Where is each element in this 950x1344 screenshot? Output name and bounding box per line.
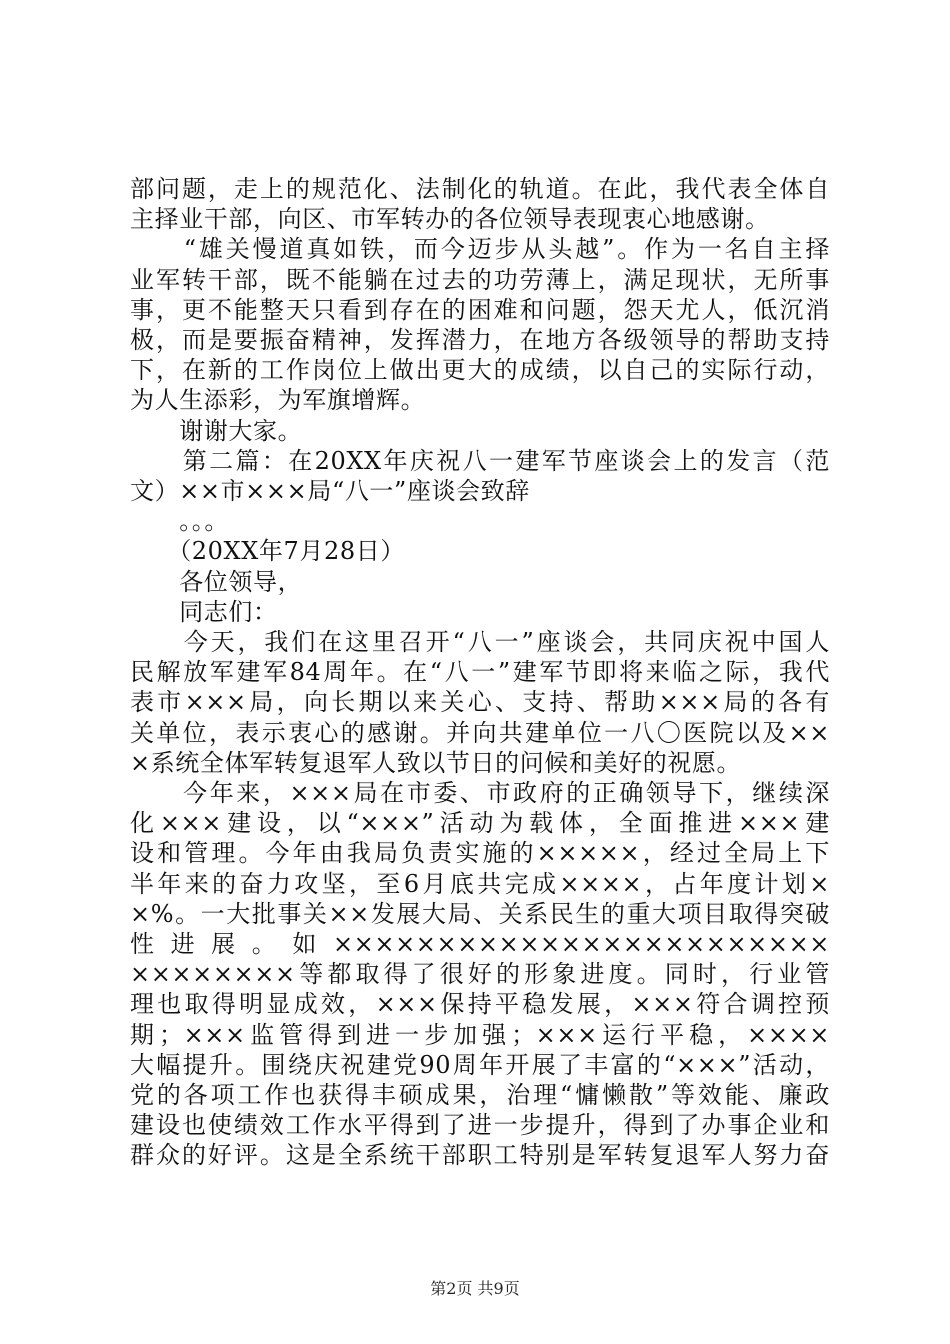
text-line: 为人生添彩，为军旗增辉。 (130, 386, 426, 415)
text-line: 主择业干部，向区、市军转办的各位领导表现衷心地感谢。 (130, 205, 770, 234)
text-line: 谢谢大家。 (130, 416, 303, 445)
text-line: 大幅提升。围绕庆祝建党90周年开展了丰富的“×××”活动， (130, 1050, 830, 1079)
salutation-line: 同志们： (130, 597, 278, 626)
text-line: 下，在新的工作岗位上做出更大的成绩，以自己的实际行动， (130, 356, 830, 385)
date-line: （20XX年7月28日） (130, 537, 405, 566)
text-line: 今年来，×××局在市委、市政府的正确领导下，继续深 (130, 779, 830, 807)
salutation-line: 各位领导， (130, 567, 303, 596)
text-line: 民解放军建军84周年。在“八一”建军节即将来临之际，我代 (130, 658, 830, 687)
text-line: “雄关慢道真如铁，而今迈步从头越”。作为一名自主择 (130, 235, 830, 264)
text-line: 事，更不能整天只看到存在的困难和问题，怨天尤人，低沉消 (130, 295, 830, 324)
text-line: 期；×××监管得到进一步加强；×××运行平稳，×××× (130, 1020, 830, 1049)
page-indicator: 第2页 共9页 (430, 1279, 520, 1298)
section-title-line: 文）××市×××局“八一”座谈会致辞 (130, 477, 530, 505)
text-line: 性进展。如×××××××××××××××××××××××× (130, 930, 830, 958)
text-line: 党的各项工作也获得丰硕成果，治理“慵懒散”等效能、廉政 (130, 1081, 830, 1109)
text-line: 今天，我们在这里召开“八一”座谈会，共同庆祝中国人 (130, 628, 830, 656)
text-line: 业军转干部，既不能躺在过去的功劳薄上，满足现状，无所事 (130, 265, 830, 294)
text-line: 设和管理。今年由我局负责实施的×××××，经过全局上下 (130, 839, 830, 868)
text-line: 极，而是要振奋精神，发挥潜力，在地方各级领导的帮助支持 (130, 326, 830, 354)
text-line: 表市×××局，向长期以来关心、支持、帮助×××局的各有 (130, 688, 830, 717)
text-line: 关单位，表示衷心的感谢。并向共建单位一八〇医院以及×× (130, 718, 830, 747)
text-line: ××××××××等都取得了很好的形象进度。同时，行业管 (130, 960, 830, 989)
text-line: 理也取得明显成效，×××保持平稳发展，×××符合调控预 (130, 990, 830, 1019)
text-line: 部问题，走上的规范化、法制化的轨道。在此，我代表全体自 (130, 175, 830, 203)
section-title-line: 第二篇：在20XX年庆祝八一建军节座谈会上的发言（范 (130, 446, 830, 475)
text-line: ×系统全体军转复退军人致以节日的问候和美好的祝愿。 (130, 748, 742, 777)
text-line: 半年来的奋力攻坚，至6月底共完成××××，占年度计划× (130, 869, 830, 898)
text-line: 化×××建设，以“×××”活动为载体，全面推进×××建 (130, 809, 830, 838)
text-line: 。。。 (130, 507, 229, 536)
text-line: ×%。一大批事关××发展大局、关系民生的重大项目取得突破 (130, 899, 830, 928)
text-line: 建设也使绩效工作水平得到了进一步提升，得到了办事企业和 (130, 1111, 830, 1140)
text-line: 群众的好评。这是全系统干部职工特别是军转复退军人努力奋 (130, 1141, 830, 1170)
